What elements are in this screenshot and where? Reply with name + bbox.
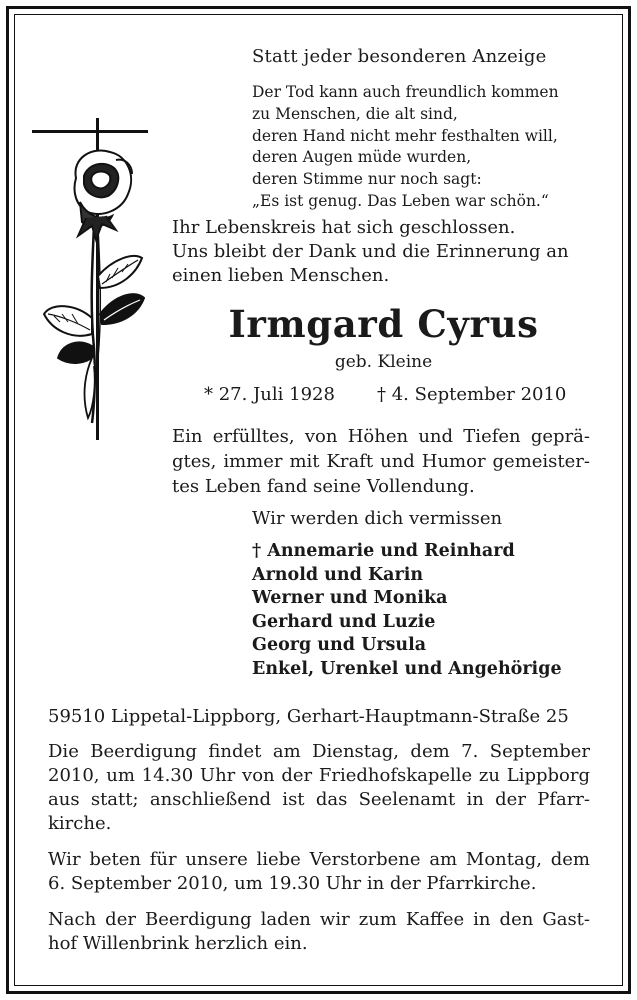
funeral-line: Die Beerdigung findet am Dienstag, dem 7. September [48, 741, 590, 762]
address: 59510 Lippetal-Lippborg, Gerhart-Hauptmann-Straße 25 [48, 706, 569, 727]
family-member: Werner und Monika [252, 588, 448, 608]
poem-line: deren Augen müde wurden, [252, 148, 472, 167]
tribute-line: gtes, immer mit Kraft und Humor gemeister- [172, 451, 590, 472]
funeral-line: aus statt; anschließend ist das Seelenamt in der Pfarr- [48, 789, 590, 810]
miss-line: Wir werden dich vermissen [252, 508, 503, 529]
death-date: † 4. September 2010 [377, 384, 567, 405]
headline: Statt jeder besonderen Anzeige [252, 46, 547, 67]
maiden-name: geb. Kleine [334, 352, 433, 372]
poem-line: zu Menschen, die alt sind, [252, 104, 458, 123]
funeral-paragraph [48, 740, 590, 836]
coffee-line: Nach der Beerdigung laden wir zum Kaffee in den Gast- [48, 909, 590, 930]
poem-line: Der Tod kann auch freundlich kommen [252, 83, 559, 101]
deceased-name: Irmgard Cyrus [228, 302, 539, 346]
family-list [252, 540, 562, 681]
tribute-line: Ein erfülltes, von Höhen und Tiefen geprä- [172, 426, 590, 447]
family-member: Gerhard und Luzie [252, 611, 436, 632]
family-member: Enkel, Urenkel und Angehörige [252, 658, 562, 679]
intro-line: einen lieben Menschen. [172, 265, 390, 286]
tribute-text [172, 424, 590, 499]
family-member: † Annemarie und Reinhard [252, 541, 515, 561]
family-member: Georg und Ursula [252, 635, 427, 655]
tribute-line: tes Leben fand seine Vollendung. [172, 476, 475, 497]
intro-text [172, 216, 569, 288]
coffee-paragraph [48, 908, 590, 956]
intro-line: Uns bleibt der Dank und die Erinnerung an [172, 241, 569, 262]
prayer-line: Wir beten für unsere liebe Verstorbene am Montag, dem [48, 849, 590, 870]
poem-line: deren Hand nicht mehr festhalten will, [252, 126, 558, 145]
funeral-line: 2010, um 14.30 Uhr von der Friedhofskapelle zu Lippborg [48, 765, 590, 786]
family-member: Arnold und Karin [252, 564, 424, 585]
birth-date: * 27. Juli 1928 [204, 384, 335, 405]
poem-line: deren Stimme nur noch sagt: [252, 170, 482, 189]
prayer-paragraph [48, 848, 590, 896]
coffee-line: hof Willenbrink herzlich ein. [48, 933, 308, 954]
poem [252, 82, 559, 213]
cross-rose-icon [32, 118, 154, 442]
prayer-line: 6. September 2010, um 19.30 Uhr in der Pfarrkirche. [48, 873, 537, 894]
funeral-line: kirche. [48, 813, 112, 834]
poem-line: „Es ist genug. Das Leben war schön.“ [252, 191, 549, 210]
intro-line: Ihr Lebenskreis hat sich geschlossen. [172, 217, 516, 238]
